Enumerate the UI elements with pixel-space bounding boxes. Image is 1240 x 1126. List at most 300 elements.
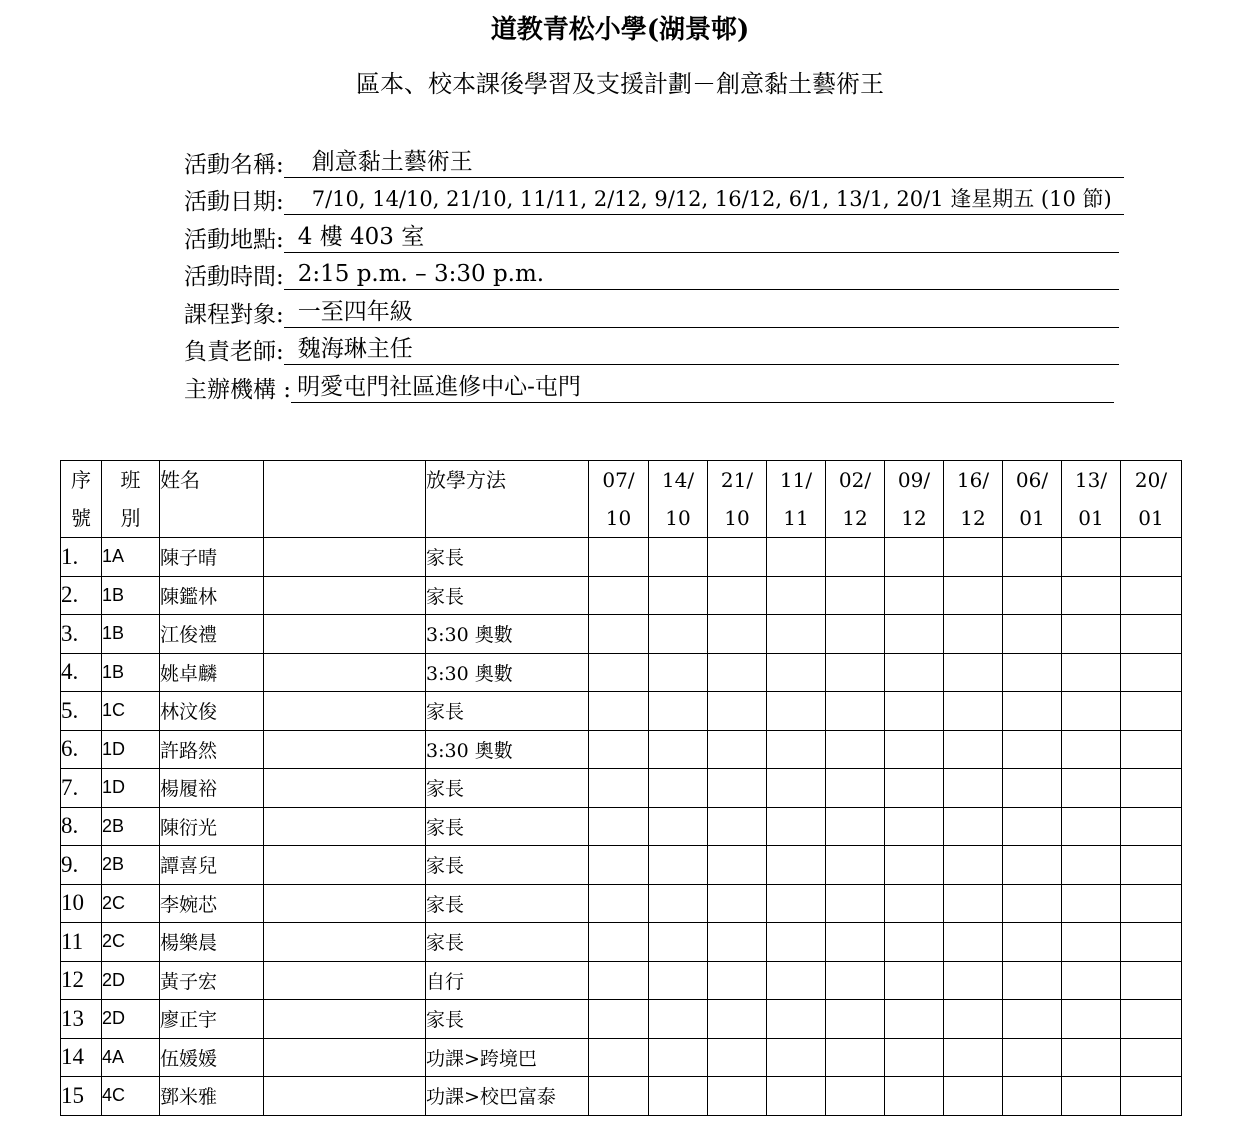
attendance-cell[interactable] — [1003, 846, 1062, 885]
attendance-cell[interactable] — [1003, 615, 1062, 654]
row-class: 2C — [102, 923, 160, 962]
attendance-cell[interactable] — [1062, 1038, 1121, 1077]
table-body — [61, 538, 1182, 1116]
table-row — [61, 730, 1182, 769]
attendance-cell[interactable] — [708, 1000, 767, 1039]
attendance-cell[interactable] — [885, 1077, 944, 1116]
header-date-7 — [944, 461, 1003, 538]
header-date-6 — [885, 461, 944, 538]
attendance-cell[interactable] — [589, 538, 649, 577]
row-method: 家長 — [426, 923, 589, 962]
attendance-cell[interactable] — [708, 1077, 767, 1116]
attendance-cell[interactable] — [1003, 1000, 1062, 1039]
info-row-location — [184, 217, 1124, 255]
row-seq: 15 — [61, 1077, 102, 1116]
organizer-value: 明愛屯門社區進修中心-屯門 — [291, 372, 1114, 403]
attendance-cell[interactable] — [1121, 769, 1182, 808]
activity-location-label: 活動地點: — [184, 226, 284, 253]
row-name: 楊樂晨 — [160, 923, 264, 962]
attendance-cell[interactable] — [1062, 692, 1121, 731]
attendance-cell[interactable] — [767, 1077, 826, 1116]
attendance-cell[interactable] — [1062, 1000, 1121, 1039]
header-date-8 — [1003, 461, 1062, 538]
attendance-cell[interactable] — [589, 1000, 649, 1039]
row-blank — [264, 1038, 426, 1077]
row-name: 陳子晴 — [160, 538, 264, 577]
attendance-cell[interactable] — [1062, 807, 1121, 846]
table-row — [61, 807, 1182, 846]
attendance-cell[interactable] — [1003, 653, 1062, 692]
row-method: 家長 — [426, 807, 589, 846]
attendance-cell[interactable] — [826, 653, 885, 692]
header-seq — [61, 461, 102, 538]
table-row — [61, 576, 1182, 615]
attendance-cell[interactable] — [767, 653, 826, 692]
info-row-name — [184, 142, 1124, 180]
header-date-4 — [767, 461, 826, 538]
attendance-cell[interactable] — [885, 1000, 944, 1039]
header-date-bottom: 01 — [1019, 506, 1045, 530]
attendance-cell[interactable] — [826, 615, 885, 654]
activity-date-label: 活動日期: — [184, 189, 284, 215]
row-seq: 3. — [61, 615, 102, 654]
attendance-cell[interactable] — [767, 846, 826, 885]
row-blank — [264, 961, 426, 1000]
attendance-cell[interactable] — [649, 961, 708, 1000]
info-row-time — [184, 255, 1124, 293]
row-blank — [264, 1000, 426, 1039]
header-date-bottom: 01 — [1078, 506, 1104, 530]
attendance-cell[interactable] — [944, 884, 1003, 923]
row-name: 姚卓麟 — [160, 653, 264, 692]
row-method: 3:30 奧數 — [426, 730, 589, 769]
attendance-cell[interactable] — [589, 846, 649, 885]
row-seq: 14 — [61, 1038, 102, 1077]
attendance-cell[interactable] — [767, 730, 826, 769]
row-method: 家長 — [426, 884, 589, 923]
row-class: 4C — [102, 1077, 160, 1116]
attendance-cell[interactable] — [826, 1000, 885, 1039]
row-method: 自行 — [426, 961, 589, 1000]
row-class: 2B — [102, 846, 160, 885]
info-row-target — [184, 292, 1124, 330]
header-class — [102, 461, 160, 538]
attendance-cell[interactable] — [589, 730, 649, 769]
row-class: 1C — [102, 692, 160, 731]
attendance-cell[interactable] — [1121, 538, 1182, 577]
attendance-cell[interactable] — [1062, 653, 1121, 692]
table-row — [61, 769, 1182, 808]
attendance-cell[interactable] — [944, 1077, 1003, 1116]
attendance-cell[interactable] — [1121, 846, 1182, 885]
attendance-cell[interactable] — [1003, 923, 1062, 962]
attendance-cell[interactable] — [1003, 807, 1062, 846]
table-row — [61, 692, 1182, 731]
row-class: 1B — [102, 653, 160, 692]
header-date-bottom: 11 — [783, 506, 809, 530]
attendance-cell[interactable] — [649, 884, 708, 923]
attendance-cell[interactable] — [1121, 807, 1182, 846]
attendance-cell[interactable] — [944, 538, 1003, 577]
row-class: 2B — [102, 807, 160, 846]
header-date-2 — [649, 461, 708, 538]
header-seq-top: 序 — [71, 468, 91, 492]
info-row-organizer — [184, 367, 1124, 405]
attendance-cell[interactable] — [1062, 538, 1121, 577]
attendance-cell[interactable] — [944, 1038, 1003, 1077]
header-method: 放學方法 — [426, 461, 589, 538]
row-seq: 4. — [61, 653, 102, 692]
attendance-cell[interactable] — [885, 884, 944, 923]
attendance-cell[interactable] — [826, 923, 885, 962]
row-blank — [264, 923, 426, 962]
row-blank — [264, 692, 426, 731]
organizer-label: 主辦機構 : — [184, 376, 292, 403]
header-date-9 — [1062, 461, 1121, 538]
attendance-cell[interactable] — [1062, 1077, 1121, 1116]
programme-title: 區本、校本課後學習及支援計劃－創意黏土藝術王 — [356, 70, 884, 98]
attendance-cell[interactable] — [1062, 576, 1121, 615]
row-blank — [264, 730, 426, 769]
attendance-cell[interactable] — [944, 653, 1003, 692]
attendance-cell[interactable] — [1121, 923, 1182, 962]
attendance-cell[interactable] — [708, 961, 767, 1000]
attendance-cell[interactable] — [708, 576, 767, 615]
attendance-cell[interactable] — [944, 807, 1003, 846]
header-blank — [264, 461, 426, 538]
attendance-cell[interactable] — [589, 576, 649, 615]
row-name: 譚喜兒 — [160, 846, 264, 885]
header-date-top: 07/ — [602, 468, 635, 492]
attendance-cell[interactable] — [649, 807, 708, 846]
header-date-top: 02/ — [838, 468, 872, 492]
attendance-cell[interactable] — [767, 615, 826, 654]
attendance-cell[interactable] — [944, 923, 1003, 962]
header-date-top: 13/ — [1074, 468, 1108, 492]
activity-time-value: 2:15 p.m. – 3:30 p.m. — [284, 259, 1119, 290]
header-date-top: 09/ — [897, 468, 931, 492]
table-row — [61, 653, 1182, 692]
row-blank — [264, 615, 426, 654]
attendance-cell[interactable] — [826, 576, 885, 615]
row-method: 功課>跨境巴 — [426, 1038, 589, 1077]
table-header-row — [61, 461, 1182, 538]
attendance-cell[interactable] — [1003, 538, 1062, 577]
attendance-cell[interactable] — [885, 692, 944, 731]
table-row — [61, 1038, 1182, 1077]
table-row — [61, 1000, 1182, 1039]
attendance-cell[interactable] — [767, 884, 826, 923]
attendance-cell[interactable] — [649, 576, 708, 615]
teacher-value: 魏海琳主任 — [284, 334, 1119, 365]
row-class: 1B — [102, 615, 160, 654]
attendance-cell[interactable] — [944, 615, 1003, 654]
row-seq: 10 — [61, 884, 102, 923]
attendance-cell[interactable] — [1003, 576, 1062, 615]
header-date-bottom: 12 — [842, 506, 868, 530]
attendance-cell[interactable] — [767, 923, 826, 962]
attendance-cell[interactable] — [885, 846, 944, 885]
row-blank — [264, 846, 426, 885]
attendance-cell[interactable] — [589, 769, 649, 808]
row-method: 3:30 奧數 — [426, 615, 589, 654]
row-name: 楊履裕 — [160, 769, 264, 808]
row-class: 2C — [102, 884, 160, 923]
row-name: 江俊禮 — [160, 615, 264, 654]
table-row — [61, 615, 1182, 654]
attendance-cell[interactable] — [708, 615, 767, 654]
attendance-cell[interactable] — [944, 961, 1003, 1000]
attendance-cell[interactable] — [767, 769, 826, 808]
attendance-cell[interactable] — [708, 692, 767, 731]
table-row — [61, 846, 1182, 885]
attendance-cell[interactable] — [1003, 1038, 1062, 1077]
activity-name-value: 創意黏土藝術王 — [284, 147, 1124, 178]
row-name: 許路然 — [160, 730, 264, 769]
row-method: 家長 — [426, 846, 589, 885]
attendance-cell[interactable] — [1121, 653, 1182, 692]
row-seq: 12 — [61, 961, 102, 1000]
row-class: 1A — [102, 538, 160, 577]
row-seq: 11 — [61, 923, 102, 962]
attendance-cell[interactable] — [649, 653, 708, 692]
attendance-cell[interactable] — [944, 1000, 1003, 1039]
attendance-cell[interactable] — [885, 807, 944, 846]
attendance-cell[interactable] — [589, 692, 649, 731]
row-blank — [264, 653, 426, 692]
table-row — [61, 1077, 1182, 1116]
teacher-label: 負責老師: — [184, 339, 284, 365]
header-seq-bottom: 號 — [71, 506, 91, 530]
attendance-cell[interactable] — [708, 923, 767, 962]
row-seq: 1. — [61, 538, 102, 577]
table-row — [61, 923, 1182, 962]
attendance-cell[interactable] — [885, 769, 944, 808]
attendance-cell[interactable] — [649, 1038, 708, 1077]
row-method: 家長 — [426, 692, 589, 731]
attendance-cell[interactable] — [589, 1077, 649, 1116]
attendance-cell[interactable] — [589, 1038, 649, 1077]
attendance-cell[interactable] — [708, 769, 767, 808]
table-row — [61, 538, 1182, 577]
attendance-cell[interactable] — [826, 846, 885, 885]
attendance-cell[interactable] — [649, 846, 708, 885]
attendance-cell[interactable] — [885, 615, 944, 654]
attendance-cell[interactable] — [708, 846, 767, 885]
header-date-top: 06/ — [1015, 468, 1049, 492]
row-method: 家長 — [426, 769, 589, 808]
attendance-cell[interactable] — [885, 653, 944, 692]
attendance-cell[interactable] — [1003, 692, 1062, 731]
header-date-top: 14/ — [661, 468, 695, 492]
activity-name-label: 活動名稱: — [184, 151, 284, 178]
attendance-cell[interactable] — [649, 692, 708, 731]
attendance-cell[interactable] — [1121, 1038, 1182, 1077]
attendance-cell[interactable] — [767, 961, 826, 1000]
row-blank — [264, 1077, 426, 1116]
row-seq: 5. — [61, 692, 102, 731]
attendance-cell[interactable] — [649, 615, 708, 654]
attendance-cell[interactable] — [944, 730, 1003, 769]
header-date-3 — [708, 461, 767, 538]
attendance-cell[interactable] — [708, 1038, 767, 1077]
attendance-cell[interactable] — [944, 692, 1003, 731]
course-target-value: 一至四年級 — [284, 297, 1119, 328]
attendance-cell[interactable] — [1121, 961, 1182, 1000]
row-seq: 8. — [61, 807, 102, 846]
header-date-10 — [1121, 461, 1182, 538]
attendance-cell[interactable] — [826, 538, 885, 577]
attendance-cell[interactable] — [708, 807, 767, 846]
attendance-cell[interactable] — [1062, 884, 1121, 923]
attendance-cell[interactable] — [1062, 615, 1121, 654]
row-method: 功課>校巴富泰 — [426, 1077, 589, 1116]
row-name: 鄧米雅 — [160, 1077, 264, 1116]
row-name: 黃子宏 — [160, 961, 264, 1000]
row-method: 家長 — [426, 538, 589, 577]
header-name: 姓名 — [160, 461, 264, 538]
header-date-bottom: 10 — [605, 506, 632, 530]
attendance-cell[interactable] — [767, 538, 826, 577]
attendance-cell[interactable] — [708, 884, 767, 923]
attendance-cell[interactable] — [767, 807, 826, 846]
attendance-cell[interactable] — [1121, 884, 1182, 923]
attendance-cell[interactable] — [708, 538, 767, 577]
attendance-cell[interactable] — [1121, 1077, 1182, 1116]
attendance-cell[interactable] — [885, 576, 944, 615]
header-date-top: 21/ — [720, 468, 754, 492]
row-seq: 13 — [61, 1000, 102, 1039]
attendance-cell[interactable] — [649, 538, 708, 577]
row-blank — [264, 576, 426, 615]
attendance-cell[interactable] — [1003, 961, 1062, 1000]
header-date-bottom: 10 — [665, 506, 691, 530]
attendance-cell[interactable] — [826, 692, 885, 731]
attendance-cell[interactable] — [826, 1077, 885, 1116]
table-row — [61, 961, 1182, 1000]
attendance-cell[interactable] — [1003, 769, 1062, 808]
attendance-cell[interactable] — [589, 615, 649, 654]
header-class-bottom: 別 — [120, 506, 141, 530]
row-blank — [264, 884, 426, 923]
course-target-label: 課程對象: — [184, 301, 284, 328]
attendance-table — [60, 460, 1182, 1116]
attendance-cell[interactable] — [826, 1038, 885, 1077]
attendance-cell[interactable] — [826, 884, 885, 923]
attendance-cell[interactable] — [649, 1077, 708, 1116]
header-date-bottom: 12 — [901, 506, 927, 530]
attendance-cell[interactable] — [1121, 1000, 1182, 1039]
attendance-cell[interactable] — [708, 653, 767, 692]
info-row-teacher — [184, 330, 1124, 368]
attendance-cell[interactable] — [1121, 615, 1182, 654]
header-date-top: 20/ — [1134, 468, 1168, 492]
row-method: 家長 — [426, 576, 589, 615]
attendance-cell[interactable] — [885, 538, 944, 577]
row-class: 1D — [102, 769, 160, 808]
attendance-cell[interactable] — [589, 884, 649, 923]
attendance-cell[interactable] — [1003, 884, 1062, 923]
school-title: 道教青松小學(湖景邨) — [490, 15, 750, 45]
header-date-5 — [826, 461, 885, 538]
attendance-cell[interactable] — [589, 923, 649, 962]
row-method: 3:30 奧數 — [426, 653, 589, 692]
row-seq: 6. — [61, 730, 102, 769]
header-date-1 — [589, 461, 649, 538]
row-blank — [264, 769, 426, 808]
attendance-cell[interactable] — [1062, 961, 1121, 1000]
row-name: 廖正宇 — [160, 1000, 264, 1039]
header-class-top: 班 — [120, 468, 141, 492]
row-name: 伍媛媛 — [160, 1038, 264, 1077]
attendance-cell[interactable] — [1121, 576, 1182, 615]
header-date-top: 11/ — [779, 468, 813, 492]
attendance-cell[interactable] — [767, 1000, 826, 1039]
attendance-cell[interactable] — [885, 961, 944, 1000]
row-class: 2D — [102, 1000, 160, 1039]
attendance-cell[interactable] — [944, 769, 1003, 808]
row-name: 陳衍光 — [160, 807, 264, 846]
attendance-cell[interactable] — [767, 576, 826, 615]
attendance-cell[interactable] — [767, 692, 826, 731]
attendance-cell[interactable] — [826, 730, 885, 769]
attendance-cell[interactable] — [826, 807, 885, 846]
attendance-cell[interactable] — [1062, 846, 1121, 885]
attendance-cell[interactable] — [589, 961, 649, 1000]
header-date-bottom: 10 — [724, 506, 750, 530]
row-class: 4A — [102, 1038, 160, 1077]
activity-date-value: 7/10, 14/10, 21/10, 11/11, 2/12, 9/12, 16/12, 6/1, 13/1, 20/1 逢星期五 (10 節) — [284, 184, 1124, 215]
activity-location-value: 4 樓 403 室 — [284, 222, 1119, 253]
attendance-cell[interactable] — [589, 807, 649, 846]
header-date-bottom: 12 — [960, 506, 986, 530]
row-name: 李婉芯 — [160, 884, 264, 923]
table-row — [61, 884, 1182, 923]
attendance-cell[interactable] — [1003, 1077, 1062, 1116]
attendance-cell[interactable] — [1121, 730, 1182, 769]
attendance-cell[interactable] — [944, 576, 1003, 615]
attendance-cell[interactable] — [885, 923, 944, 962]
row-class: 1B — [102, 576, 160, 615]
attendance-cell[interactable] — [1062, 923, 1121, 962]
header-date-top: 16/ — [956, 468, 990, 492]
attendance-cell[interactable] — [708, 730, 767, 769]
attendance-cell[interactable] — [826, 961, 885, 1000]
attendance-cell[interactable] — [885, 1038, 944, 1077]
attendance-cell[interactable] — [944, 846, 1003, 885]
row-class: 1D — [102, 730, 160, 769]
info-row-date — [184, 180, 1124, 218]
attendance-cell[interactable] — [1003, 730, 1062, 769]
header-date-bottom: 01 — [1138, 506, 1164, 530]
row-seq: 9. — [61, 846, 102, 885]
attendance-cell[interactable] — [649, 923, 708, 962]
attendance-cell[interactable] — [649, 1000, 708, 1039]
row-blank — [264, 807, 426, 846]
attendance-cell[interactable] — [1062, 730, 1121, 769]
attendance-cell[interactable] — [649, 769, 708, 808]
attendance-cell[interactable] — [1121, 692, 1182, 731]
attendance-cell[interactable] — [1062, 769, 1121, 808]
row-method: 家長 — [426, 1000, 589, 1039]
attendance-cell[interactable] — [649, 730, 708, 769]
attendance-cell[interactable] — [767, 1038, 826, 1077]
activity-time-label: 活動時間: — [184, 264, 284, 290]
attendance-cell[interactable] — [826, 769, 885, 808]
attendance-cell[interactable] — [885, 730, 944, 769]
attendance-cell[interactable] — [589, 653, 649, 692]
row-blank — [264, 538, 426, 577]
